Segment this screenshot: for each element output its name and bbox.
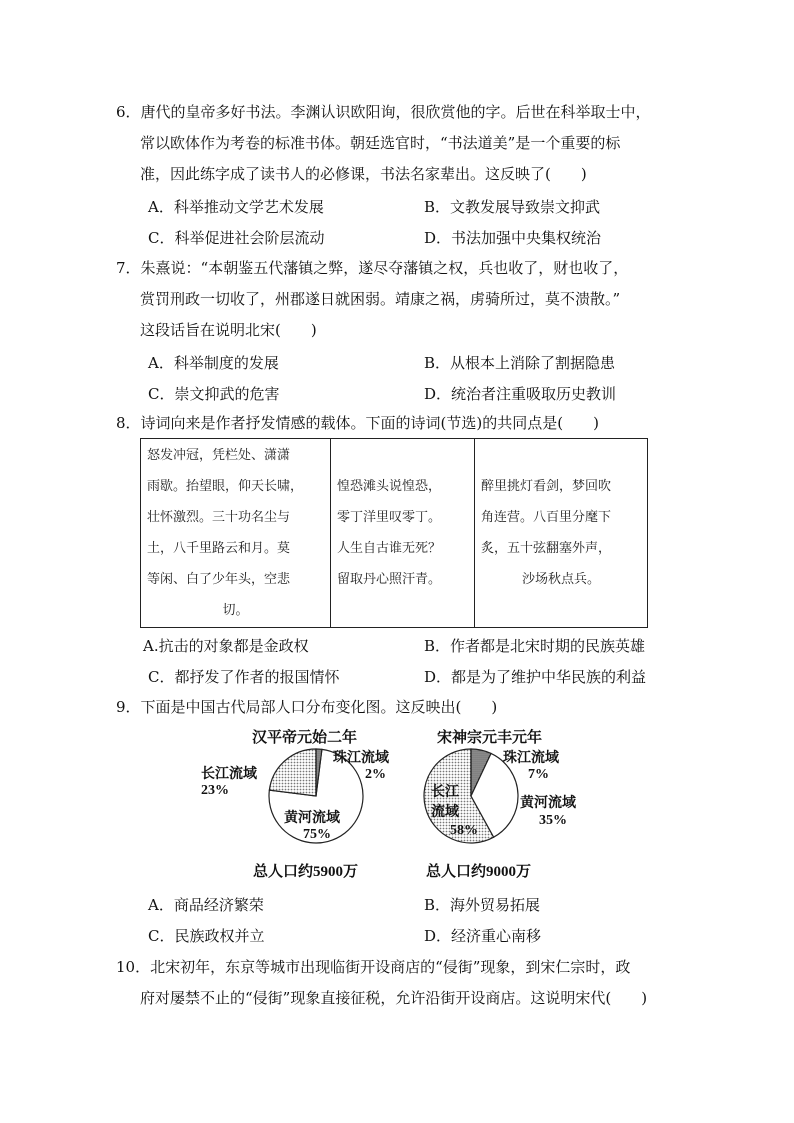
question-6-line-1: 6．唐代的皇帝多好书法。李渊认识欧阳询，很欣赏他的字。后世在科举取士中， bbox=[116, 103, 651, 121]
question-7-option-d[interactable]: D．统治者注重吸取历史教训 bbox=[424, 385, 617, 403]
question-9-option-b[interactable]: B．海外贸易拓展 bbox=[424, 896, 541, 914]
poem-3-line: 沙场秋点兵。 bbox=[521, 572, 600, 587]
poem-1-line: 土，八千里路云和月。莫 bbox=[147, 541, 291, 556]
poem-2-line: 惶恐滩头说惶恐， bbox=[337, 479, 442, 494]
question-9-option-a[interactable]: A．商品经济繁荣 bbox=[148, 896, 264, 914]
pie-2-label-changjiang: 长江流域 bbox=[431, 785, 459, 820]
pie-1-slice-changjiang bbox=[269, 749, 316, 796]
poem-3-line: 醉里挑灯看剑，梦回吹 bbox=[481, 479, 612, 494]
poem-cell-2 bbox=[331, 439, 475, 628]
pie-2-value-changjiang: 58% bbox=[450, 823, 478, 838]
question-8-stem: 8．诗词向来是作者抒发情感的载体。下面的诗词(节选)的共同点是( ) bbox=[116, 414, 599, 432]
question-9-option-d[interactable]: D．经济重心南移 bbox=[424, 927, 542, 945]
question-6-line-2: 常以欧体作为考卷的标准书体。朝廷选官时，“书法道美”是一个重要的标 bbox=[140, 134, 621, 152]
question-7-option-b[interactable]: B．从根本上消除了割据隐患 bbox=[424, 354, 616, 372]
pie-1-label-zhujiang: 珠江流域 bbox=[333, 751, 389, 766]
poem-1-line: 怒发冲冠，凭栏处、潇潇 bbox=[147, 448, 291, 463]
pie-1-value-zhujiang: 2% bbox=[365, 767, 386, 782]
pie-1-label-changjiang: 长江流域 bbox=[201, 767, 257, 782]
poem-1-line: 壮怀激烈。三十功名尘与 bbox=[147, 510, 291, 525]
poem-2-line: 零丁洋里叹零丁。 bbox=[337, 510, 442, 525]
question-6-line-3: 准，因此练字成了读书人的必修课，书法名家辈出。这反映了( ) bbox=[140, 165, 587, 183]
poem-3-line: 炙，五十弦翻塞外声， bbox=[481, 541, 612, 556]
question-7-option-a[interactable]: A．科举制度的发展 bbox=[148, 354, 279, 372]
poem-1-line: 切。 bbox=[222, 603, 249, 618]
pie-1-value-changjiang: 23% bbox=[201, 783, 229, 798]
question-7-line-1: 7．朱熹说：“本朝鉴五代藩镇之弊，遂尽夺藩镇之权，兵也收了，财也收了， bbox=[116, 259, 629, 277]
question-8-option-a[interactable]: A.抗击的对象都是金政权 bbox=[143, 637, 309, 655]
poem-1-line: 等闲、白了少年头，空悲 bbox=[147, 572, 291, 587]
poem-1-line: 雨歇。抬望眼，仰天长啸， bbox=[147, 479, 304, 494]
question-6-option-d[interactable]: D．书法加强中央集权统治 bbox=[424, 229, 602, 247]
question-7-line-2: 赏罚刑政一切收了，州郡遂日就困弱。靖康之祸，虏骑所过，莫不溃散。” bbox=[140, 290, 621, 308]
question-6-option-a[interactable]: A．科举推动文学艺术发展 bbox=[148, 198, 324, 216]
pie-1-title: 汉平帝元始二年 bbox=[252, 730, 358, 746]
pie-2-value-zhujiang: 7% bbox=[528, 767, 549, 782]
question-7-option-c[interactable]: C．崇文抑武的危害 bbox=[148, 385, 280, 403]
question-9-stem: 9．下面是中国古代局部人口分布变化图。这反映出( ) bbox=[116, 698, 498, 716]
pie-2-title: 宋神宗元丰元年 bbox=[437, 730, 543, 746]
poem-2-line: 人生自古谁无死？ bbox=[337, 541, 442, 556]
poem-table bbox=[140, 438, 648, 628]
pie-1-label-huanghe: 黄河流域 bbox=[284, 811, 340, 826]
question-10-line-2: 府对屡禁不止的“侵街”现象直接征税，允许沿街开设商店。这说明宋代( ) bbox=[140, 989, 648, 1007]
pie-2-value-huanghe: 35% bbox=[539, 813, 567, 828]
question-9-option-c[interactable]: C．民族政权并立 bbox=[148, 927, 265, 945]
poem-cell-1 bbox=[141, 439, 331, 628]
question-7-line-3: 这段话旨在说明北宋( ) bbox=[140, 321, 317, 339]
pie-2-label-huanghe: 黄河流域 bbox=[520, 796, 576, 811]
poem-3-line: 角连营。八百里分麾下 bbox=[481, 510, 612, 525]
pie-2-label-changjiang-a bbox=[431, 783, 461, 823]
poem-cell-3 bbox=[475, 439, 648, 628]
pie-1-total: 总人口约5900万 bbox=[253, 864, 359, 880]
pie-2-label-zhujiang: 珠江流域 bbox=[503, 751, 559, 766]
question-8-option-d[interactable]: D．都是为了维护中华民族的利益 bbox=[424, 668, 647, 686]
question-6-option-c[interactable]: C．科举促进社会阶层流动 bbox=[148, 229, 325, 247]
question-6-option-b[interactable]: B．文教发展导致崇文抑武 bbox=[424, 198, 601, 216]
question-10-line-1: 10．北宋初年，东京等城市出现临街开设商店的“侵街”现象，到宋仁宗时，政 bbox=[116, 958, 631, 976]
pie-2-total: 总人口约9000万 bbox=[426, 864, 532, 880]
pie-1-value-huanghe: 75% bbox=[303, 827, 331, 842]
question-8-option-c[interactable]: C．都抒发了作者的报国情怀 bbox=[148, 668, 340, 686]
poem-2-line: 留取丹心照汗青。 bbox=[337, 572, 442, 587]
question-8-option-b[interactable]: B．作者都是北宋时期的民族英雄 bbox=[424, 637, 646, 655]
